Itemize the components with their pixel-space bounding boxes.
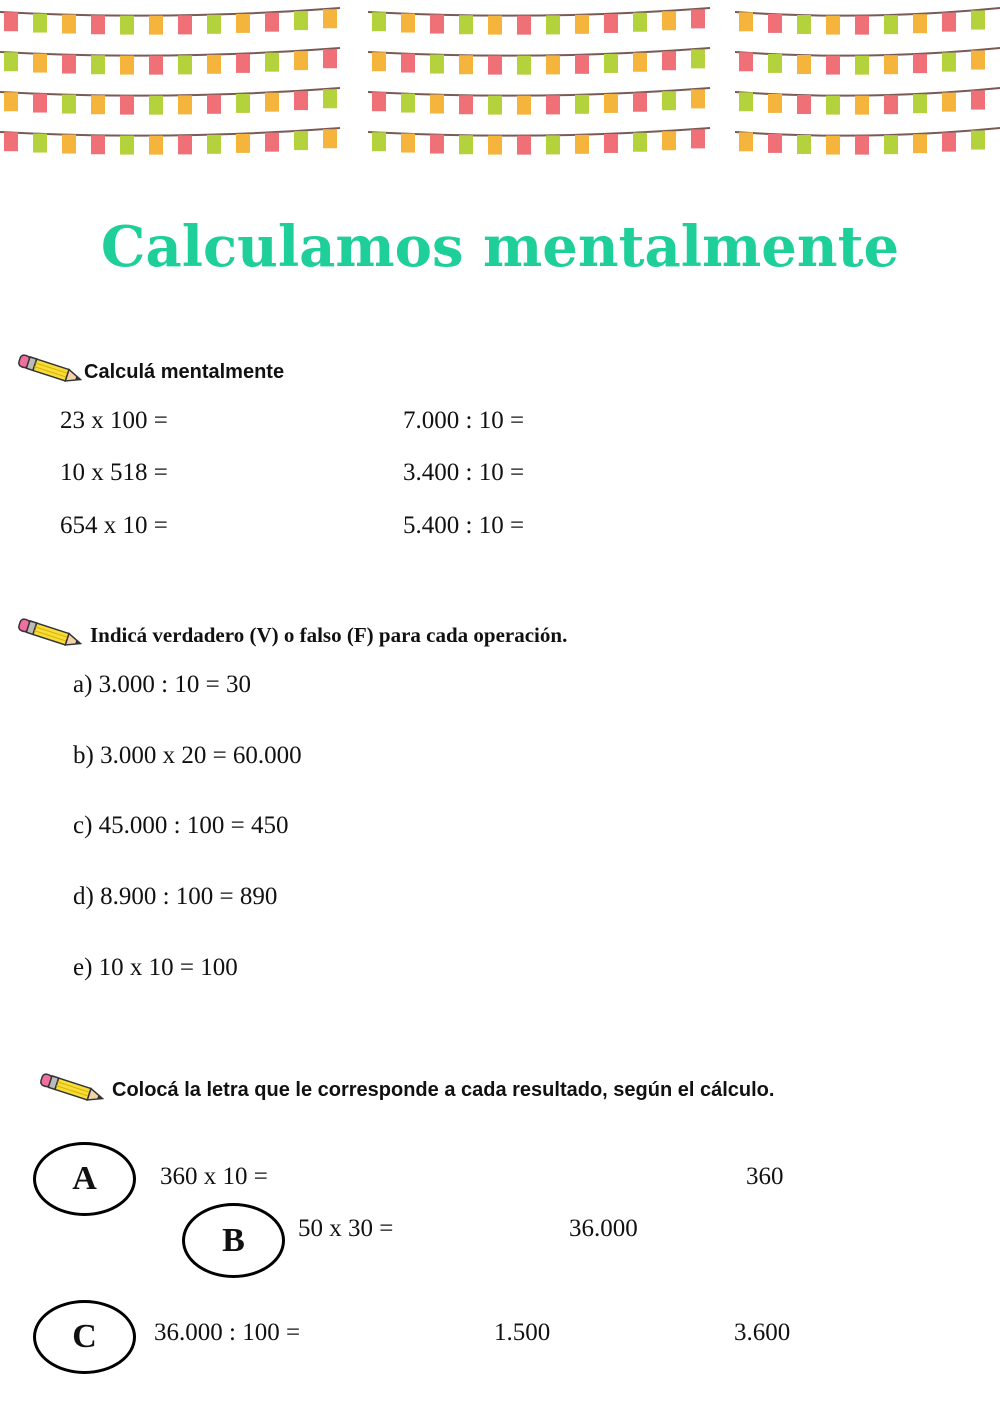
bunting-flag xyxy=(149,16,163,35)
bunting-flag xyxy=(236,54,250,73)
bunting-flag xyxy=(372,12,386,31)
bunting-flag xyxy=(797,15,811,34)
bunting-flag xyxy=(942,13,956,32)
bunting-flag xyxy=(826,96,840,115)
bunting-flag xyxy=(236,94,250,113)
bunting-flag xyxy=(913,134,927,153)
bunting-flag xyxy=(33,54,47,73)
bunting-flag xyxy=(884,95,898,114)
result-value: 3.600 xyxy=(734,1319,791,1346)
bunting-flag xyxy=(517,136,531,155)
bunting-flag xyxy=(459,15,473,34)
bunting-flag xyxy=(575,15,589,34)
bunting-flag xyxy=(826,56,840,75)
bunting-flag xyxy=(691,89,705,108)
bunting-flag xyxy=(604,94,618,113)
bunting-flag xyxy=(4,12,18,31)
pencil-icon xyxy=(14,354,88,386)
bunting-flag xyxy=(884,135,898,154)
bunting-flag xyxy=(120,16,134,35)
bunting-flag xyxy=(265,133,279,152)
item-label: a) xyxy=(73,671,93,698)
bunting-flag xyxy=(91,55,105,74)
bunting-flag xyxy=(178,55,192,74)
letter-circle-b: B xyxy=(182,1203,285,1278)
bunting-flag xyxy=(855,96,869,115)
bunting-flag xyxy=(546,55,560,74)
calc-item: 50 x 30 = xyxy=(298,1215,394,1242)
bunting-flag xyxy=(826,136,840,155)
pencil-icon xyxy=(36,1073,110,1105)
item-text: 3.000 x 20 = 60.000 xyxy=(100,742,302,769)
result-value: 360 xyxy=(746,1163,784,1190)
bunting-flag xyxy=(942,93,956,112)
bunting-flag xyxy=(942,133,956,152)
letter-circle-a: A xyxy=(33,1142,136,1216)
true-false-item xyxy=(73,742,302,770)
item-label: c) xyxy=(73,812,93,839)
result-value: 1.500 xyxy=(494,1319,551,1346)
bunting-flag xyxy=(768,94,782,113)
bunting-flag xyxy=(488,16,502,35)
item-text: 3.000 : 10 = 30 xyxy=(98,671,251,698)
bunting-flag xyxy=(4,92,18,111)
bunting-flag xyxy=(971,11,985,30)
bunting-flag xyxy=(488,96,502,115)
bunting-flag xyxy=(739,52,753,71)
bunting-flag xyxy=(207,135,221,154)
bunting-flag xyxy=(459,135,473,154)
bunting-flag xyxy=(546,135,560,154)
bunting-flag xyxy=(265,53,279,72)
bunting-string xyxy=(0,88,340,96)
bunting-flag xyxy=(768,54,782,73)
bunting-flag xyxy=(855,16,869,35)
bunting-flag xyxy=(372,52,386,71)
true-false-item xyxy=(73,883,277,911)
bunting-flag xyxy=(4,52,18,71)
true-false-item xyxy=(73,954,238,982)
bunting-flag xyxy=(855,136,869,155)
bunting-flag xyxy=(739,132,753,151)
item-label: d) xyxy=(73,883,94,910)
calc-item: 360 x 10 = xyxy=(160,1163,268,1190)
calc-item: 7.000 : 10 = xyxy=(403,407,525,434)
calc-item: 23 x 100 = xyxy=(60,407,168,434)
bunting-flag xyxy=(323,89,337,108)
section1-instruction: Calculá mentalmente xyxy=(84,361,285,383)
bunting-flag xyxy=(662,51,676,70)
bunting-flag xyxy=(546,95,560,114)
bunting-flag xyxy=(91,15,105,34)
section3-instruction: Colocá la letra que le corresponde a cada resultado, según el cálculo. xyxy=(112,1079,775,1101)
bunting-flag xyxy=(33,94,47,113)
bunting-flag xyxy=(604,54,618,73)
bunting-flag xyxy=(488,136,502,155)
bunting-flag xyxy=(178,15,192,34)
bunting-flag xyxy=(33,14,47,33)
letter-circle-c: C xyxy=(33,1300,136,1374)
bunting-flag xyxy=(546,15,560,34)
bunting-flag xyxy=(401,54,415,73)
bunting-flag xyxy=(884,15,898,34)
bunting-flag xyxy=(430,95,444,114)
bunting-flag xyxy=(265,13,279,32)
item-text: 10 x 10 = 100 xyxy=(98,954,238,981)
bunting-flag xyxy=(236,134,250,153)
bunting-flag xyxy=(662,11,676,30)
bunting-flag xyxy=(265,93,279,112)
bunting-flag xyxy=(739,12,753,31)
item-label: e) xyxy=(73,954,93,981)
bunting-flag xyxy=(120,96,134,115)
bunting-flag xyxy=(768,14,782,33)
bunting-flag xyxy=(633,133,647,152)
calc-item: 5.400 : 10 = xyxy=(403,512,525,539)
bunting-flag xyxy=(633,93,647,112)
calc-item: 3.400 : 10 = xyxy=(403,459,525,486)
bunting-flag xyxy=(91,95,105,114)
bunting-flag xyxy=(430,55,444,74)
calc-item: 10 x 518 = xyxy=(60,459,168,486)
item-text: 45.000 : 100 = 450 xyxy=(98,812,289,839)
bunting-flag xyxy=(178,135,192,154)
bunting-flag xyxy=(62,55,76,74)
bunting-string xyxy=(368,48,710,56)
true-false-item xyxy=(73,671,251,699)
bunting-flag xyxy=(691,129,705,148)
bunting-flag xyxy=(971,131,985,150)
bunting-string xyxy=(368,8,710,16)
bunting-flag xyxy=(575,55,589,74)
bunting-flag xyxy=(517,56,531,75)
bunting-flag xyxy=(236,14,250,33)
bunting-flag xyxy=(797,55,811,74)
bunting-flag xyxy=(4,132,18,151)
bunting-flag xyxy=(691,9,705,28)
bunting-flag xyxy=(768,134,782,153)
bunting-flag xyxy=(33,134,47,153)
bunting-flag xyxy=(294,131,308,150)
bunting-flag xyxy=(91,135,105,154)
bunting-string xyxy=(0,8,340,16)
bunting-decoration xyxy=(0,0,1000,170)
calc-item: 654 x 10 = xyxy=(60,512,168,539)
bunting-flag xyxy=(575,95,589,114)
bunting-flag xyxy=(323,9,337,28)
result-value: 36.000 xyxy=(569,1215,638,1242)
bunting-flag xyxy=(207,55,221,74)
bunting-flag xyxy=(294,91,308,110)
bunting-flag xyxy=(323,49,337,68)
bunting-flag xyxy=(149,56,163,75)
bunting-flag xyxy=(62,95,76,114)
bunting-flag xyxy=(62,135,76,154)
section2-instruction: Indicá verdadero (V) o falso (F) para cada operación. xyxy=(90,623,568,647)
bunting-flag xyxy=(826,16,840,35)
bunting-flag xyxy=(517,16,531,35)
bunting-flag xyxy=(855,56,869,75)
bunting-flag xyxy=(372,92,386,111)
bunting-flag xyxy=(178,95,192,114)
bunting-flag xyxy=(604,134,618,153)
bunting-flag xyxy=(294,11,308,30)
bunting-flag xyxy=(691,49,705,68)
bunting-flag xyxy=(430,135,444,154)
bunting-flag xyxy=(604,14,618,33)
bunting-flag xyxy=(459,55,473,74)
bunting-flag xyxy=(120,136,134,155)
bunting-flag xyxy=(971,51,985,70)
item-label: b) xyxy=(73,742,94,769)
bunting-string xyxy=(0,48,340,56)
item-text: 8.900 : 100 = 890 xyxy=(100,883,278,910)
bunting-flag xyxy=(913,54,927,73)
page-title: Calculamos mentalmente xyxy=(100,214,900,280)
calc-item: 36.000 : 100 = xyxy=(154,1319,301,1346)
bunting-flag xyxy=(149,96,163,115)
bunting-flag xyxy=(488,56,502,75)
bunting-flag xyxy=(120,56,134,75)
bunting-flag xyxy=(372,132,386,151)
bunting-string xyxy=(368,128,710,136)
bunting-string xyxy=(0,128,340,136)
true-false-item xyxy=(73,812,288,840)
bunting-flag xyxy=(633,13,647,32)
bunting-flag xyxy=(430,15,444,34)
bunting-flag xyxy=(942,53,956,72)
bunting-flag xyxy=(913,94,927,113)
bunting-flag xyxy=(797,135,811,154)
bunting-flag xyxy=(62,15,76,34)
bunting-string xyxy=(368,88,710,96)
bunting-flag xyxy=(459,95,473,114)
bunting-flag xyxy=(662,91,676,110)
bunting-flag xyxy=(323,129,337,148)
bunting-flag xyxy=(149,136,163,155)
bunting-flag xyxy=(207,95,221,114)
bunting-flag xyxy=(401,134,415,153)
bunting-flag xyxy=(797,95,811,114)
bunting-flag xyxy=(662,131,676,150)
bunting-flag xyxy=(517,96,531,115)
bunting-flag xyxy=(575,135,589,154)
bunting-flag xyxy=(401,94,415,113)
bunting-flag xyxy=(401,14,415,33)
bunting-flag xyxy=(633,53,647,72)
bunting-flag xyxy=(884,55,898,74)
bunting-flag xyxy=(207,15,221,34)
bunting-flag xyxy=(739,92,753,111)
bunting-flag xyxy=(294,51,308,70)
bunting-flag xyxy=(971,91,985,110)
pencil-icon xyxy=(14,618,88,650)
bunting-flag xyxy=(913,14,927,33)
